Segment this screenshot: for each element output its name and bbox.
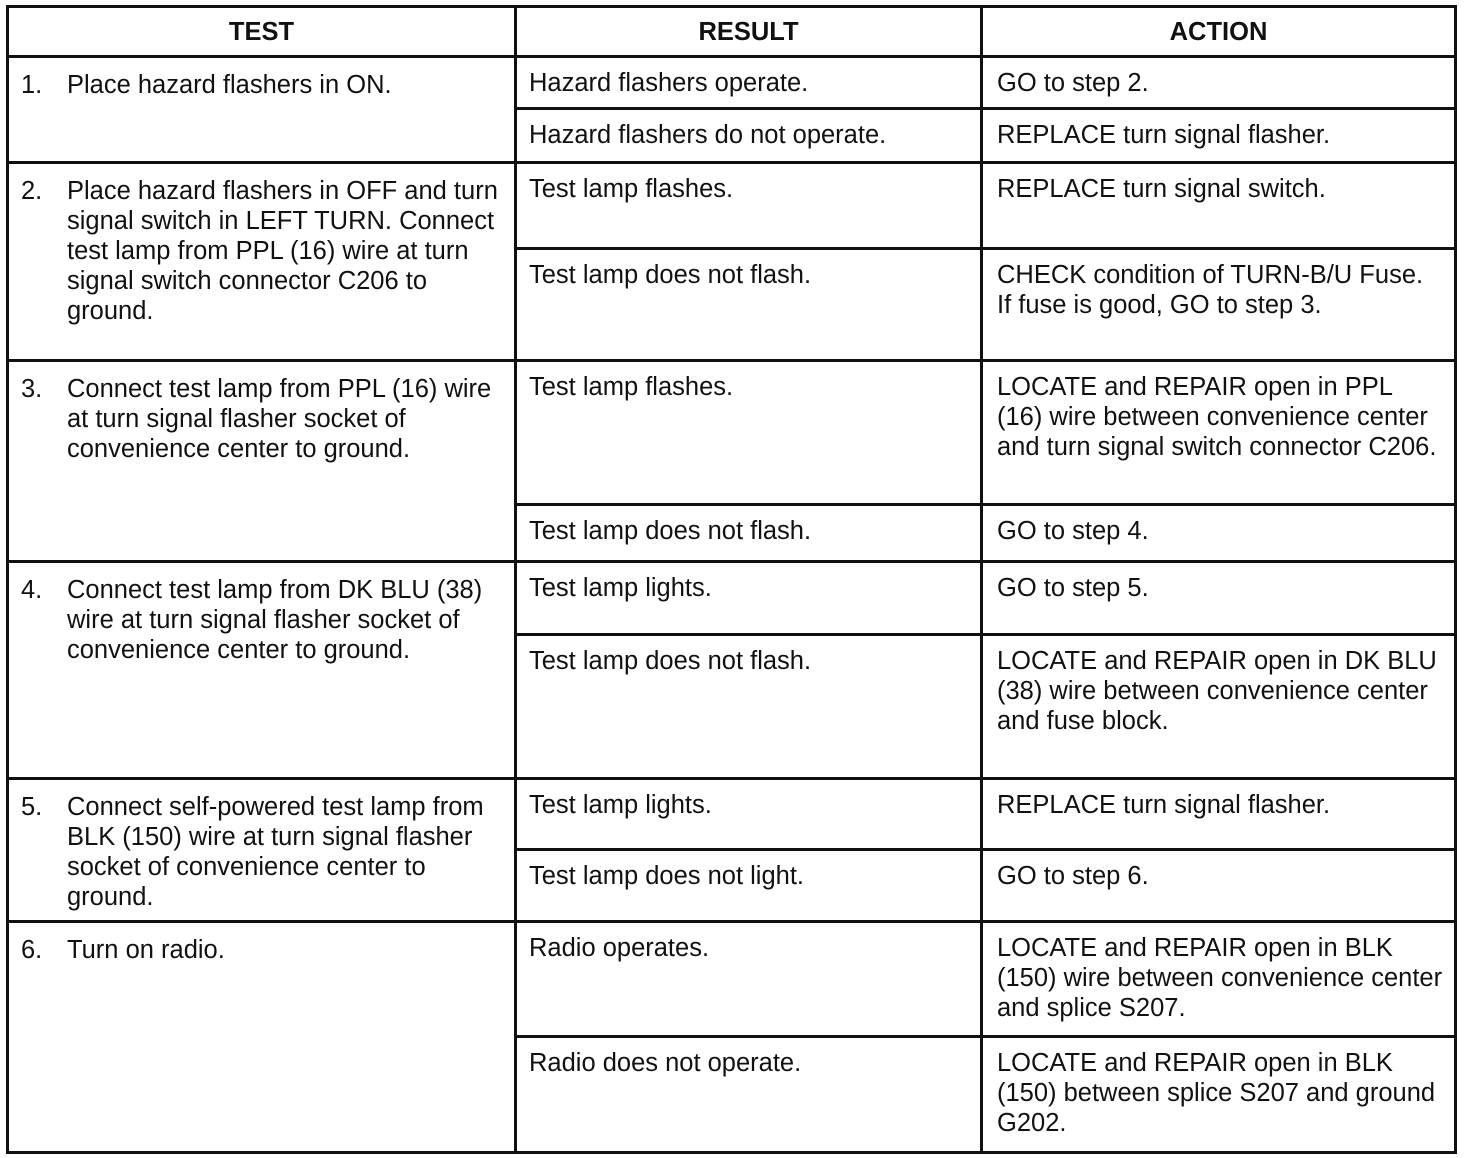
test-text: Place hazard flashers in ON. — [67, 71, 392, 99]
result-cell: Test lamp does not flash. — [516, 249, 982, 361]
header-test: TEST — [8, 7, 516, 57]
test-cell — [8, 778, 516, 921]
result-cell: Hazard flashers operate. — [516, 57, 982, 109]
step-number: 6. — [21, 935, 43, 964]
action-cell: REPLACE turn signal flasher. — [982, 109, 1456, 163]
result-cell: Hazard flashers do not operate. — [516, 109, 982, 163]
test-text: Connect self-powered test lamp from BLK (150) wire at turn signal flasher socket of convenience center to ground. — [67, 792, 484, 911]
action-cell: GO to step 6. — [982, 849, 1456, 921]
result-cell: Test lamp does not light. — [516, 849, 982, 921]
result-cell: Test lamp flashes. — [516, 361, 982, 505]
test-cell — [8, 562, 516, 778]
header-result: RESULT — [516, 7, 982, 57]
troubleshooting-table — [6, 5, 1457, 1154]
result-cell: Test lamp flashes. — [516, 163, 982, 249]
result-cell: Test lamp does not flash. — [516, 634, 982, 778]
table-row — [8, 163, 1456, 249]
test-text: Turn on radio. — [67, 935, 225, 964]
test-cell — [8, 57, 516, 163]
action-cell: REPLACE turn signal switch. — [982, 163, 1456, 249]
result-cell: Radio does not operate. — [516, 1036, 982, 1152]
action-cell: GO to step 2. — [982, 57, 1456, 109]
result-cell: Test lamp does not flash. — [516, 505, 982, 562]
header-action: ACTION — [982, 7, 1456, 57]
test-cell — [8, 361, 516, 562]
step-number: 5. — [21, 792, 43, 821]
test-text: Connect test lamp from DK BLU (38) wire at turn signal flasher socket of convenience center to ground. — [67, 576, 483, 665]
action-cell: LOCATE and REPAIR open in DK BLU (38) wire between convenience center and fuse block. — [982, 634, 1456, 778]
step-number: 2. — [21, 177, 43, 206]
action-cell: GO to step 4. — [982, 505, 1456, 562]
step-number: 3. — [21, 375, 43, 404]
action-cell: CHECK condition of TURN-B/U Fuse. If fuse is good, GO to step 3. — [982, 249, 1456, 361]
test-cell — [8, 921, 516, 1152]
step-number: 4. — [21, 576, 43, 605]
action-cell: REPLACE turn signal flasher. — [982, 778, 1456, 849]
action-cell: GO to step 5. — [982, 562, 1456, 634]
table-row — [8, 361, 1456, 505]
table-row — [8, 921, 1456, 1036]
table-row — [8, 57, 1456, 109]
table-row — [8, 778, 1456, 849]
action-cell: LOCATE and REPAIR open in PPL (16) wire between convenience center and turn signal switch connector C206. — [982, 361, 1456, 505]
result-cell: Test lamp lights. — [516, 562, 982, 634]
action-cell: LOCATE and REPAIR open in BLK (150) wire between convenience center and splice S207. — [982, 921, 1456, 1036]
step-number: 1. — [21, 71, 43, 99]
result-cell: Test lamp lights. — [516, 778, 982, 849]
test-text: Connect test lamp from PPL (16) wire at turn signal flasher socket of convenience center to ground. — [67, 375, 492, 464]
action-cell: LOCATE and REPAIR open in BLK (150) between splice S207 and ground G202. — [982, 1036, 1456, 1152]
table-row — [8, 562, 1456, 634]
test-cell — [8, 163, 516, 361]
header-row — [8, 7, 1456, 57]
result-cell: Radio operates. — [516, 921, 982, 1036]
test-text: Place hazard flashers in OFF and turn signal switch in LEFT TURN. Connect test lamp from PPL (16) wire at turn signal switch connector C206 to ground. — [67, 177, 498, 326]
